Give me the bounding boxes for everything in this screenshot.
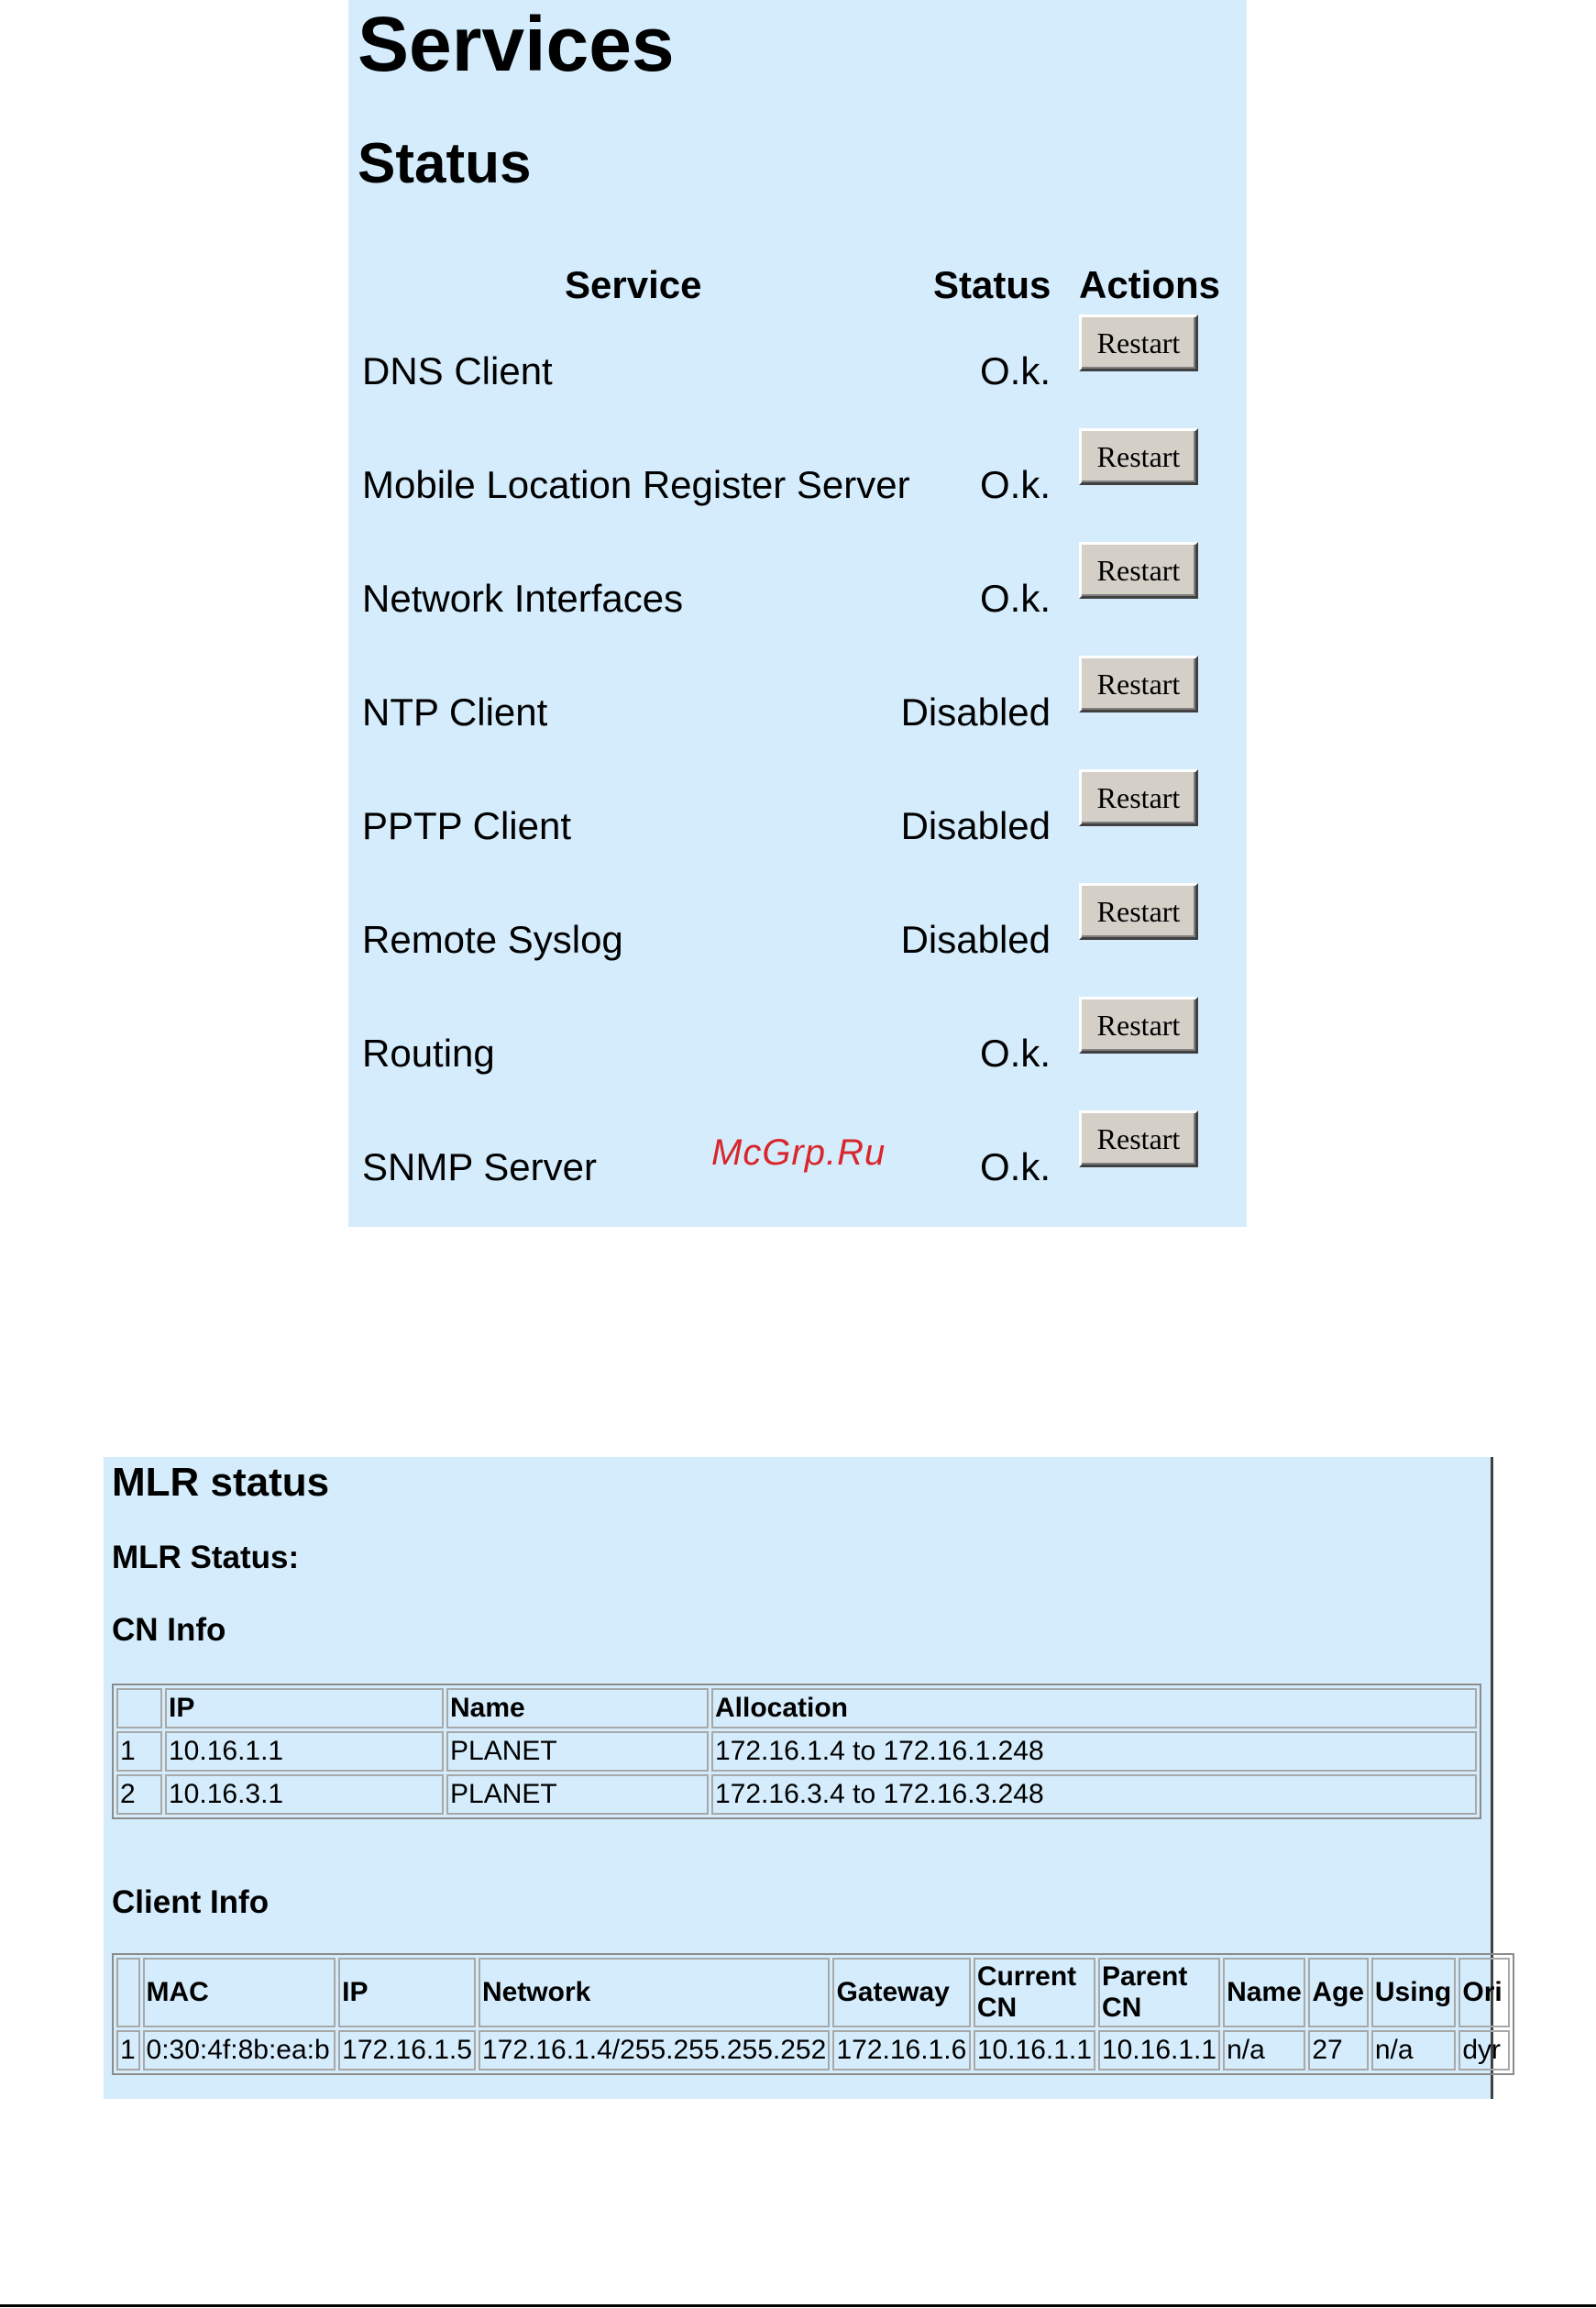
- table-header-row: [116, 1958, 1510, 2027]
- table-row: [116, 1774, 1477, 1815]
- cell-mac: 0:30:4f:8b:ea:b: [143, 2030, 336, 2071]
- watermark-text: McGrp.Ru: [711, 1132, 886, 1173]
- client-info-table: [112, 1953, 1514, 2075]
- service-name: Routing: [362, 1032, 495, 1075]
- column-header-actions: Actions: [1079, 263, 1221, 306]
- service-name: NTP Client: [362, 690, 548, 734]
- service-status: O.k.: [979, 349, 1051, 392]
- cell-allocation: 172.16.3.4 to 172.16.3.248: [711, 1774, 1477, 1815]
- restart-button-network-interfaces[interactable]: Restart: [1079, 542, 1198, 599]
- service-name: Remote Syslog: [362, 918, 623, 961]
- service-status: Disabled: [900, 804, 1051, 847]
- mlr-title: MLR status: [112, 1460, 330, 1505]
- column-header-gateway: Gateway: [832, 1958, 970, 2027]
- restart-button-mlr-server[interactable]: Restart: [1079, 428, 1198, 485]
- cn-info-table: [112, 1684, 1481, 1819]
- column-header-mac: MAC: [143, 1958, 336, 2027]
- cell-ip: 10.16.1.1: [165, 1731, 444, 1772]
- restart-button-snmp-server[interactable]: Restart: [1079, 1110, 1198, 1167]
- mlr-status-label: MLR Status:: [112, 1540, 300, 1575]
- column-header-index: [116, 1688, 162, 1728]
- restart-button-ntp-client[interactable]: Restart: [1079, 656, 1198, 712]
- cell-index: 1: [116, 2030, 140, 2071]
- cell-name: PLANET: [446, 1731, 709, 1772]
- service-name: PPTP Client: [362, 804, 571, 847]
- service-status: O.k.: [979, 463, 1051, 506]
- service-name: SNMP Server: [362, 1145, 597, 1188]
- service-status: O.k.: [979, 1032, 1051, 1075]
- column-header-service: Service: [565, 263, 702, 306]
- column-header-parent-cn: Parent CN: [1098, 1958, 1220, 2027]
- cell-allocation: 172.16.1.4 to 172.16.1.248: [711, 1731, 1477, 1772]
- cell-ori: dyr: [1458, 2030, 1510, 2071]
- cell-index: 2: [116, 1774, 162, 1815]
- restart-button-remote-syslog[interactable]: Restart: [1079, 883, 1198, 940]
- status-heading: Status: [358, 132, 532, 195]
- client-info-label: Client Info: [112, 1884, 270, 1920]
- column-header-ip: IP: [165, 1688, 444, 1728]
- cell-name: n/a: [1223, 2030, 1305, 2071]
- column-header-current-cn: Current CN: [974, 1958, 1095, 2027]
- table-header-row: [116, 1688, 1477, 1728]
- column-header-name: Name: [1223, 1958, 1305, 2027]
- cn-info-label: CN Info: [112, 1612, 226, 1648]
- service-status: Disabled: [900, 690, 1051, 734]
- column-header-allocation: Allocation: [711, 1688, 1477, 1728]
- restart-button-dns-client[interactable]: Restart: [1079, 315, 1198, 371]
- cell-network: 172.16.1.4/255.255.255.252: [479, 2030, 831, 2071]
- cell-parent-cn: 10.16.1.1: [1098, 2030, 1220, 2071]
- service-status: O.k.: [979, 1145, 1051, 1188]
- table-row: [116, 1731, 1477, 1772]
- service-status: Disabled: [900, 918, 1051, 961]
- cell-current-cn: 10.16.1.1: [974, 2030, 1095, 2071]
- table-row: [116, 2030, 1510, 2071]
- cell-name: PLANET: [446, 1774, 709, 1815]
- column-header-age: Age: [1308, 1958, 1369, 2027]
- cell-using: n/a: [1371, 2030, 1457, 2071]
- column-header-name: Name: [446, 1688, 709, 1728]
- cell-gateway: 172.16.1.6: [832, 2030, 970, 2071]
- cell-ip: 172.16.1.5: [338, 2030, 476, 2071]
- cell-index: 1: [116, 1731, 162, 1772]
- services-panel: [348, 0, 1247, 1227]
- cell-ip: 10.16.3.1: [165, 1774, 444, 1815]
- restart-button-pptp-client[interactable]: Restart: [1079, 769, 1198, 826]
- service-name: Mobile Location Register Server: [362, 463, 910, 506]
- column-header-status: Status: [933, 263, 1051, 306]
- restart-button-routing[interactable]: Restart: [1079, 997, 1198, 1054]
- column-header-using: Using: [1371, 1958, 1457, 2027]
- page-bottom-rule: [0, 2304, 1596, 2307]
- column-header-ori: Ori: [1458, 1958, 1510, 2027]
- column-header-index: [116, 1958, 140, 2027]
- column-header-network: Network: [479, 1958, 831, 2027]
- cell-age: 27: [1308, 2030, 1369, 2071]
- service-name: DNS Client: [362, 349, 553, 392]
- mlr-panel: [104, 1457, 1502, 2099]
- page-title: Services: [358, 1, 675, 87]
- service-name: Network Interfaces: [362, 577, 684, 620]
- column-header-ip: IP: [338, 1958, 476, 2027]
- service-status: O.k.: [979, 577, 1051, 620]
